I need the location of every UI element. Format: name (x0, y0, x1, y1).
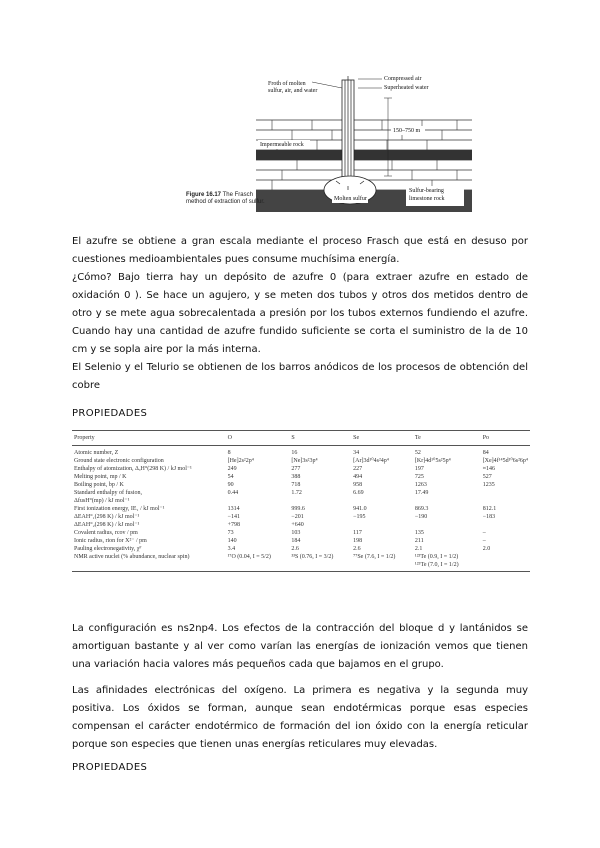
table-cell: 73 (227, 530, 234, 536)
table-cell: 198 (353, 538, 363, 544)
table-row (72, 513, 530, 521)
table-cell (226, 497, 290, 505)
table-cell (289, 497, 351, 505)
table-cell: Ground state electronic configuration (74, 458, 164, 464)
paragraph-selenio: El Selenio y el Telurio se obtienen de los barros anódicos de los procesos de obtención del cobre (72, 362, 528, 391)
table-cell: 16 (291, 450, 298, 456)
compressed-air-label: Compressed air (384, 76, 422, 82)
table-cell (72, 561, 226, 572)
table-cell: NMR active nuclei (% abundance, nuclear spin) (74, 554, 190, 560)
table-row (72, 553, 530, 561)
table-cell: 52 (414, 450, 421, 456)
table-cell: 3.4 (227, 546, 236, 552)
table-cell: Boiling point, bp / K (74, 482, 124, 488)
table-cell (351, 561, 413, 572)
table-row (72, 497, 530, 505)
header-o: O (226, 431, 290, 446)
table-cell: [Ne]3s²3p⁴ (291, 458, 318, 464)
paragraph-afinidades: Las afinidades electrónicas del oxígeno. La primera es negativa y la segunda muy positiva. Los óxidos se forman, aunque sean endotérmicas porque esas especies compensan el carácter endotérmico de formación del ion óxido con la energía reticular porque son especies que tienen unas energías reticulares muy elevadas. (72, 685, 528, 750)
table-cell: Standard enthalpy of fusion, (74, 490, 142, 496)
table-cell: 958 (353, 482, 363, 488)
table-cell: 135 (414, 530, 424, 536)
molten-sulfur-label: Molten sulfur (334, 196, 367, 202)
table-cell: 227 (353, 466, 363, 472)
table-cell (481, 521, 530, 529)
heading-propiedades-2: PROPIEDADES (72, 762, 148, 773)
table-cell: 8 (227, 450, 231, 456)
table-row (72, 481, 530, 489)
froth-label-2: sulfur, air, and water (268, 88, 318, 94)
table-cell (481, 497, 530, 505)
table-cell: 1314 (227, 506, 240, 512)
table-cell: −190 (414, 514, 428, 520)
table-cell: 1.72 (291, 490, 302, 496)
table-cell: 527 (482, 474, 492, 480)
table-cell (481, 561, 530, 572)
table-header-row (72, 431, 530, 446)
table-cell: 0.44 (227, 490, 239, 496)
table-cell: −195 (353, 514, 366, 520)
table-cell: ΔEAH°₂(298 K) / kJ mol⁻¹ (74, 522, 140, 528)
header-te: Te (413, 431, 481, 446)
header-property: Property (72, 431, 226, 446)
table-cell: Melting point, mp / K (74, 474, 127, 480)
table-cell: 2.6 (353, 546, 361, 552)
frasch-figure (186, 74, 472, 222)
table-row (72, 561, 530, 572)
table-cell: 941.0 (353, 506, 367, 512)
heading-propiedades-1: PROPIEDADES (72, 408, 148, 419)
table-cell: 725 (414, 474, 424, 480)
table-row (72, 465, 530, 473)
table-cell: 211 (414, 538, 424, 544)
table-cell: [He]2s²2p⁴ (227, 458, 254, 464)
paragraph-frasch: El azufre se obtiene a gran escala mediante el proceso Frasch que está en desuso por cuestiones medioambientales pues consume muchísima energía. (72, 236, 528, 265)
figure-caption (186, 192, 270, 206)
table-cell: – (482, 530, 486, 536)
table-cell: 184 (291, 538, 301, 544)
table-cell: 718 (291, 482, 301, 488)
table-cell: 249 (227, 466, 237, 472)
table-cell (351, 521, 413, 529)
properties-table (72, 430, 530, 572)
table-cell: +798 (227, 522, 240, 528)
table-row (72, 521, 530, 529)
table-cell: 812.1 (482, 506, 497, 512)
table-cell: 34 (353, 450, 360, 456)
table-cell: 90 (227, 482, 234, 488)
table-cell: First ionization energy, IE₁ / kJ mol⁻¹ (74, 506, 165, 512)
header-po: Po (481, 431, 530, 446)
table-cell (413, 497, 481, 505)
table-cell: −141 (227, 514, 240, 520)
table-cell (226, 561, 290, 572)
table-cell: ΔEAH°₁(298 K) / kJ mol⁻¹ (74, 514, 140, 520)
table-cell: 117 (353, 530, 362, 536)
table-cell: 140 (227, 538, 237, 544)
table-cell: ¹²⁵Te (7.0, I = 1/2) (413, 561, 481, 572)
impermeable-rock-label: Impermeable rock (260, 142, 304, 148)
table-cell: 17.49 (414, 490, 429, 496)
table-cell: 6.69 (353, 490, 364, 496)
table-cell: ¹⁷O (0.04, I = 5/2) (227, 554, 271, 560)
table-cell: 54 (227, 474, 234, 480)
table-cell: 494 (353, 474, 363, 480)
figure-caption-text: The Frasch method of extraction of sulfur. (186, 192, 265, 205)
table-cell: 84 (482, 450, 489, 456)
table-cell: Enthalpy of atomization, ΔₐH°(298 K) / kJ mol⁻¹ (74, 466, 192, 472)
table-cell: 2.6 (291, 546, 299, 552)
table-row (72, 529, 530, 537)
table-cell: 2.0 (482, 546, 491, 552)
table-cell: ≈146 (482, 466, 495, 472)
table-cell: Covalent radius, rcov / pm (74, 530, 138, 536)
limestone-label: limestone rock (409, 196, 445, 202)
sulfur-bearing-label: Sulfur-bearing (409, 188, 444, 194)
table-row (72, 457, 530, 465)
table-cell: 1235 (482, 482, 495, 488)
table-row (72, 505, 530, 513)
table-cell: [Xe]4f¹⁴5d¹⁰6s²6p⁴ (482, 458, 528, 464)
figure-caption-label: Figure 16.17 (186, 192, 222, 198)
header-s: S (289, 431, 351, 446)
table-cell: 999.6 (291, 506, 305, 512)
table-cell: −201 (291, 514, 304, 520)
depth-label: 150–750 m (393, 128, 421, 134)
table-cell: 197 (414, 466, 424, 472)
table-cell: 1263 (414, 482, 427, 488)
table-row (72, 537, 530, 545)
table-row (72, 489, 530, 497)
table-cell: [Ar]3d¹⁰4s²4p⁴ (353, 458, 389, 464)
table-cell: 2.1 (414, 546, 423, 552)
table-row (72, 545, 530, 553)
table-cell: Ionic radius, rion for X²⁻ / pm (74, 538, 147, 544)
table-cell (289, 561, 351, 572)
table-row (72, 473, 530, 481)
paragraph-como: ¿Cómo? Bajo tierra hay un depósito de azufre 0 (para extraer azufre en estado de oxidación 0 ). Se hace un agujero, y se meten dos tubos y otros dos metidos dentro de otro y se mete agua sobrecalentada a presión por los tubos externos fundiendo el azufre. Cuando hay una cantidad de azufre fundido suficiente se corta el suministro de la de 10 cm y se sopla aire por la más interna. (72, 272, 528, 355)
table-cell: −183 (482, 514, 496, 520)
table-cell: 103 (291, 530, 301, 536)
table-cell: 388 (291, 474, 301, 480)
table-cell (351, 497, 413, 505)
table-cell (481, 553, 530, 561)
table-cell: Atomic number, Z (74, 450, 119, 456)
table-cell: ¹²³Te (0.9, I = 1/2) (414, 554, 459, 560)
table-cell (413, 521, 481, 529)
table-cell: ⁷⁷Se (7.6, I = 1/2) (353, 554, 396, 560)
table-cell (481, 489, 530, 497)
table-cell: ³³S (0.76, I = 3/2) (291, 554, 334, 560)
table-cell: 869.3 (414, 506, 429, 512)
table-cell: 277 (291, 466, 301, 472)
froth-label: Froth of molten (268, 81, 306, 87)
table-cell: [Kr]4d¹⁰5s²5p⁴ (414, 458, 451, 464)
table-cell: ΔfusH°(mp) / kJ mol⁻¹ (74, 498, 130, 504)
table-row (72, 446, 530, 458)
superheated-water-label: Superheated water (384, 85, 429, 91)
table-cell: +640 (291, 522, 304, 528)
header-se: Se (351, 431, 413, 446)
table-cell: – (482, 538, 486, 544)
paragraph-configuracion: La configuración es ns2np4. Los efectos de la contracción del bloque d y lantánidos se amortiguan bastante y al ver como varían las energías de ionización vemos que tienen una variación hacia valores más pequeños cada que bajamos en el grupo. (72, 623, 528, 670)
table-cell: Pauling electronegativity, χᴾ (74, 546, 142, 552)
